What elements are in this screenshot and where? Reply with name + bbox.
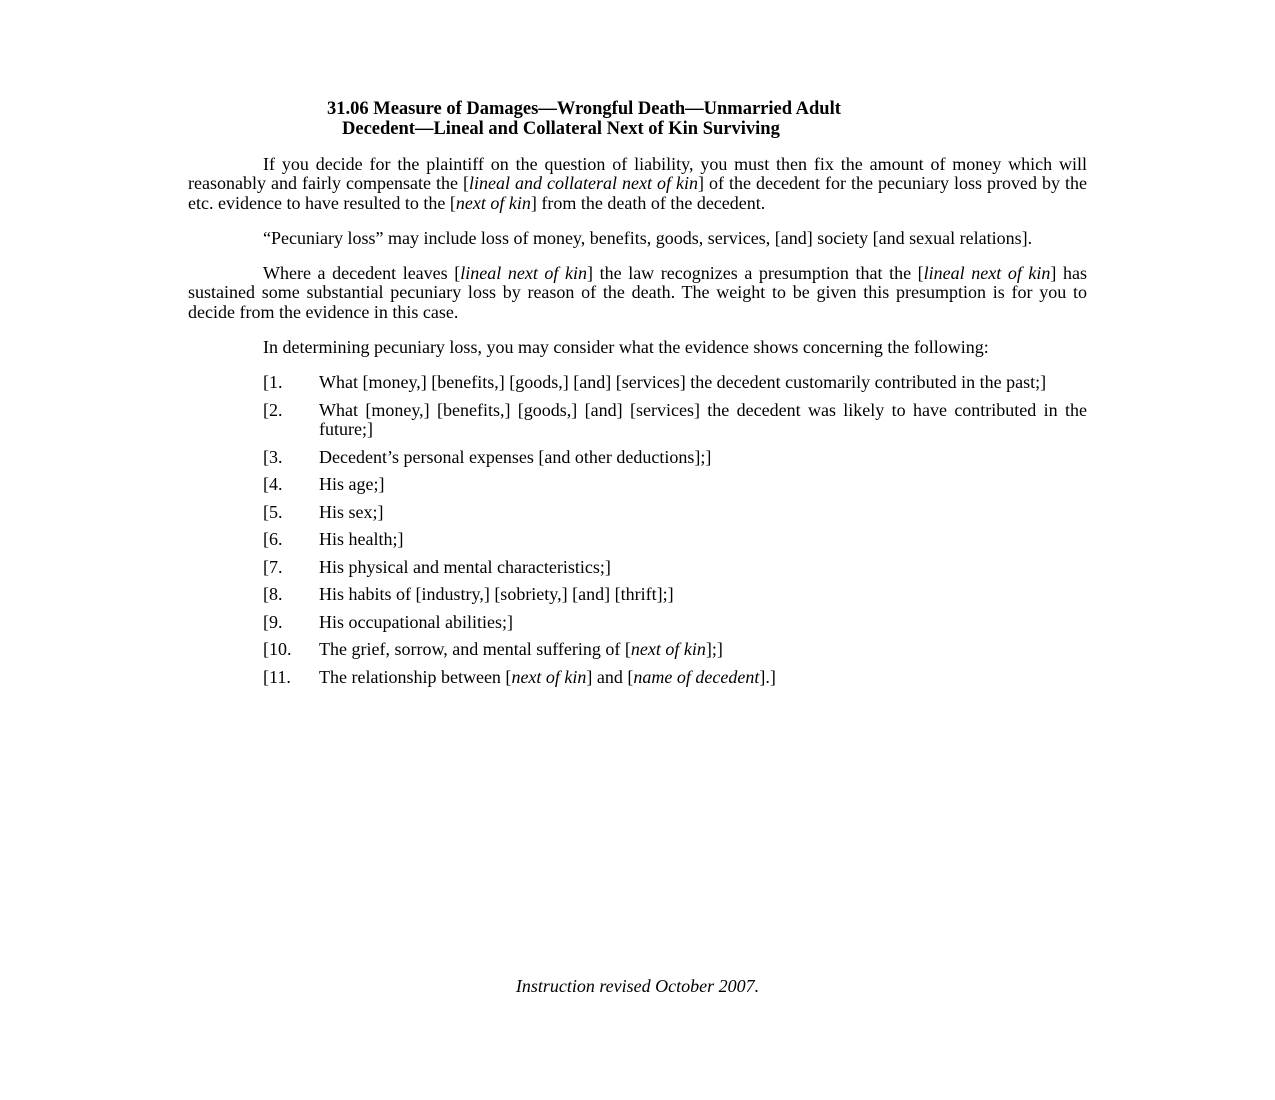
list-item-text	[319, 503, 1087, 522]
list-item	[263, 503, 1087, 522]
list-item-number: [7.	[263, 556, 283, 577]
list-item-text	[319, 668, 1087, 687]
list-item-text	[319, 585, 1087, 604]
list-item	[263, 530, 1087, 549]
paragraph	[188, 264, 1087, 322]
list-item	[263, 668, 1087, 687]
instruction-title	[327, 100, 841, 139]
text-segment: If you decide for the plaintiff on the question of liability, you must then fix the amount of money which will reasonably and fairly compensate the [	[188, 154, 1087, 194]
text-segment: His physical and mental characteristics;]	[319, 556, 611, 577]
list-item-text	[319, 558, 1087, 577]
text-segment: His sex;]	[319, 501, 384, 522]
text-segment: What [money,] [benefits,] [goods,] [and] [services] the decedent customarily contributed in the past;]	[319, 372, 1047, 393]
text-segment: His health;]	[319, 529, 404, 550]
paragraph	[188, 229, 1087, 248]
list-item	[263, 558, 1087, 577]
text-segment: ] of the decedent for the pecuniary loss proved by the etc. evidence to have resulted to the [	[188, 173, 1088, 213]
italic-placeholder: next of kin	[455, 192, 531, 213]
text-segment: The relationship between [	[319, 666, 512, 687]
text-segment: In determining pecuniary loss, you may consider what the evidence shows concerning the following:	[263, 337, 989, 358]
list-item-number: [8.	[263, 584, 283, 605]
italic-placeholder: name of decedent	[633, 666, 760, 687]
list-item	[263, 640, 1087, 659]
list-item-text	[319, 613, 1087, 632]
list-item	[263, 373, 1087, 392]
list-item-number: [2.	[263, 399, 283, 420]
list-item-number: [5.	[263, 501, 283, 522]
italic-placeholder: next of kin	[630, 639, 706, 660]
list-item-text	[319, 401, 1087, 440]
text-segment: What [money,] [benefits,] [goods,] [and] [services] the decedent was likely to have contributed in the future;]	[319, 399, 1087, 440]
text-segment: His occupational abilities;]	[319, 611, 513, 632]
text-segment: Where a decedent leaves [	[263, 263, 461, 284]
text-segment: His age;]	[319, 474, 385, 495]
revision-note	[0, 976, 1275, 997]
list-item	[263, 475, 1087, 494]
list-item-number: [10.	[263, 639, 292, 660]
paragraphs	[188, 155, 1087, 357]
list-item-text	[319, 373, 1087, 392]
italic-placeholder: next of kin	[511, 666, 587, 687]
title-line-2: Decedent—Lineal and Collateral Next of Kin Surviving	[342, 118, 780, 139]
italic-placeholder: lineal next of kin	[923, 263, 1051, 284]
list-item-number: [6.	[263, 529, 283, 550]
text-segment: ] has sustained some substantial pecuniary loss by reason of the death. The weight to be given this presumption is for you to decide from the evidence in this case.	[188, 263, 1087, 322]
paragraph	[188, 338, 1087, 357]
list-item-number: [3.	[263, 446, 283, 467]
list-item	[263, 585, 1087, 604]
text-segment: ] from the death of the decedent.	[530, 192, 766, 213]
list-item-text	[319, 448, 1087, 467]
list-item-number: [11.	[263, 666, 291, 687]
text-segment: ];]	[705, 639, 723, 660]
text-segment: “Pecuniary loss” may include loss of money, benefits, goods, services, [and] society [and sexual relations].	[263, 227, 1033, 248]
text-segment: ] the law recognizes a presumption that the [	[587, 263, 924, 284]
list-item-text	[319, 640, 1087, 659]
text-segment: ] and [	[586, 666, 634, 687]
italic-placeholder: lineal next of kin	[460, 263, 588, 284]
list-item-text	[319, 475, 1087, 494]
text-segment: Decedent’s personal expenses [and other deductions];]	[319, 446, 712, 467]
list-item-number: [4.	[263, 474, 283, 495]
list-item	[263, 613, 1087, 632]
list-item	[263, 401, 1087, 440]
paragraph	[188, 155, 1087, 213]
factor-list	[188, 373, 1087, 686]
instruction-body	[188, 155, 1087, 695]
title-line-1: 31.06 Measure of Damages—Wrongful Death—Unmarried Adult	[327, 99, 841, 119]
text-segment: His habits of [industry,] [sobriety,] [and] [thrift];]	[319, 584, 674, 605]
list-item-number: [1.	[263, 372, 283, 393]
list-item	[263, 448, 1087, 467]
list-item-number: [9.	[263, 611, 283, 632]
text-segment: The grief, sorrow, and mental suffering of [	[319, 639, 631, 660]
list-item-text	[319, 530, 1087, 549]
italic-placeholder: lineal and collateral next of kin	[468, 173, 698, 194]
revision-note-text: Instruction revised October 2007.	[515, 976, 760, 996]
text-segment: ].]	[759, 666, 776, 687]
